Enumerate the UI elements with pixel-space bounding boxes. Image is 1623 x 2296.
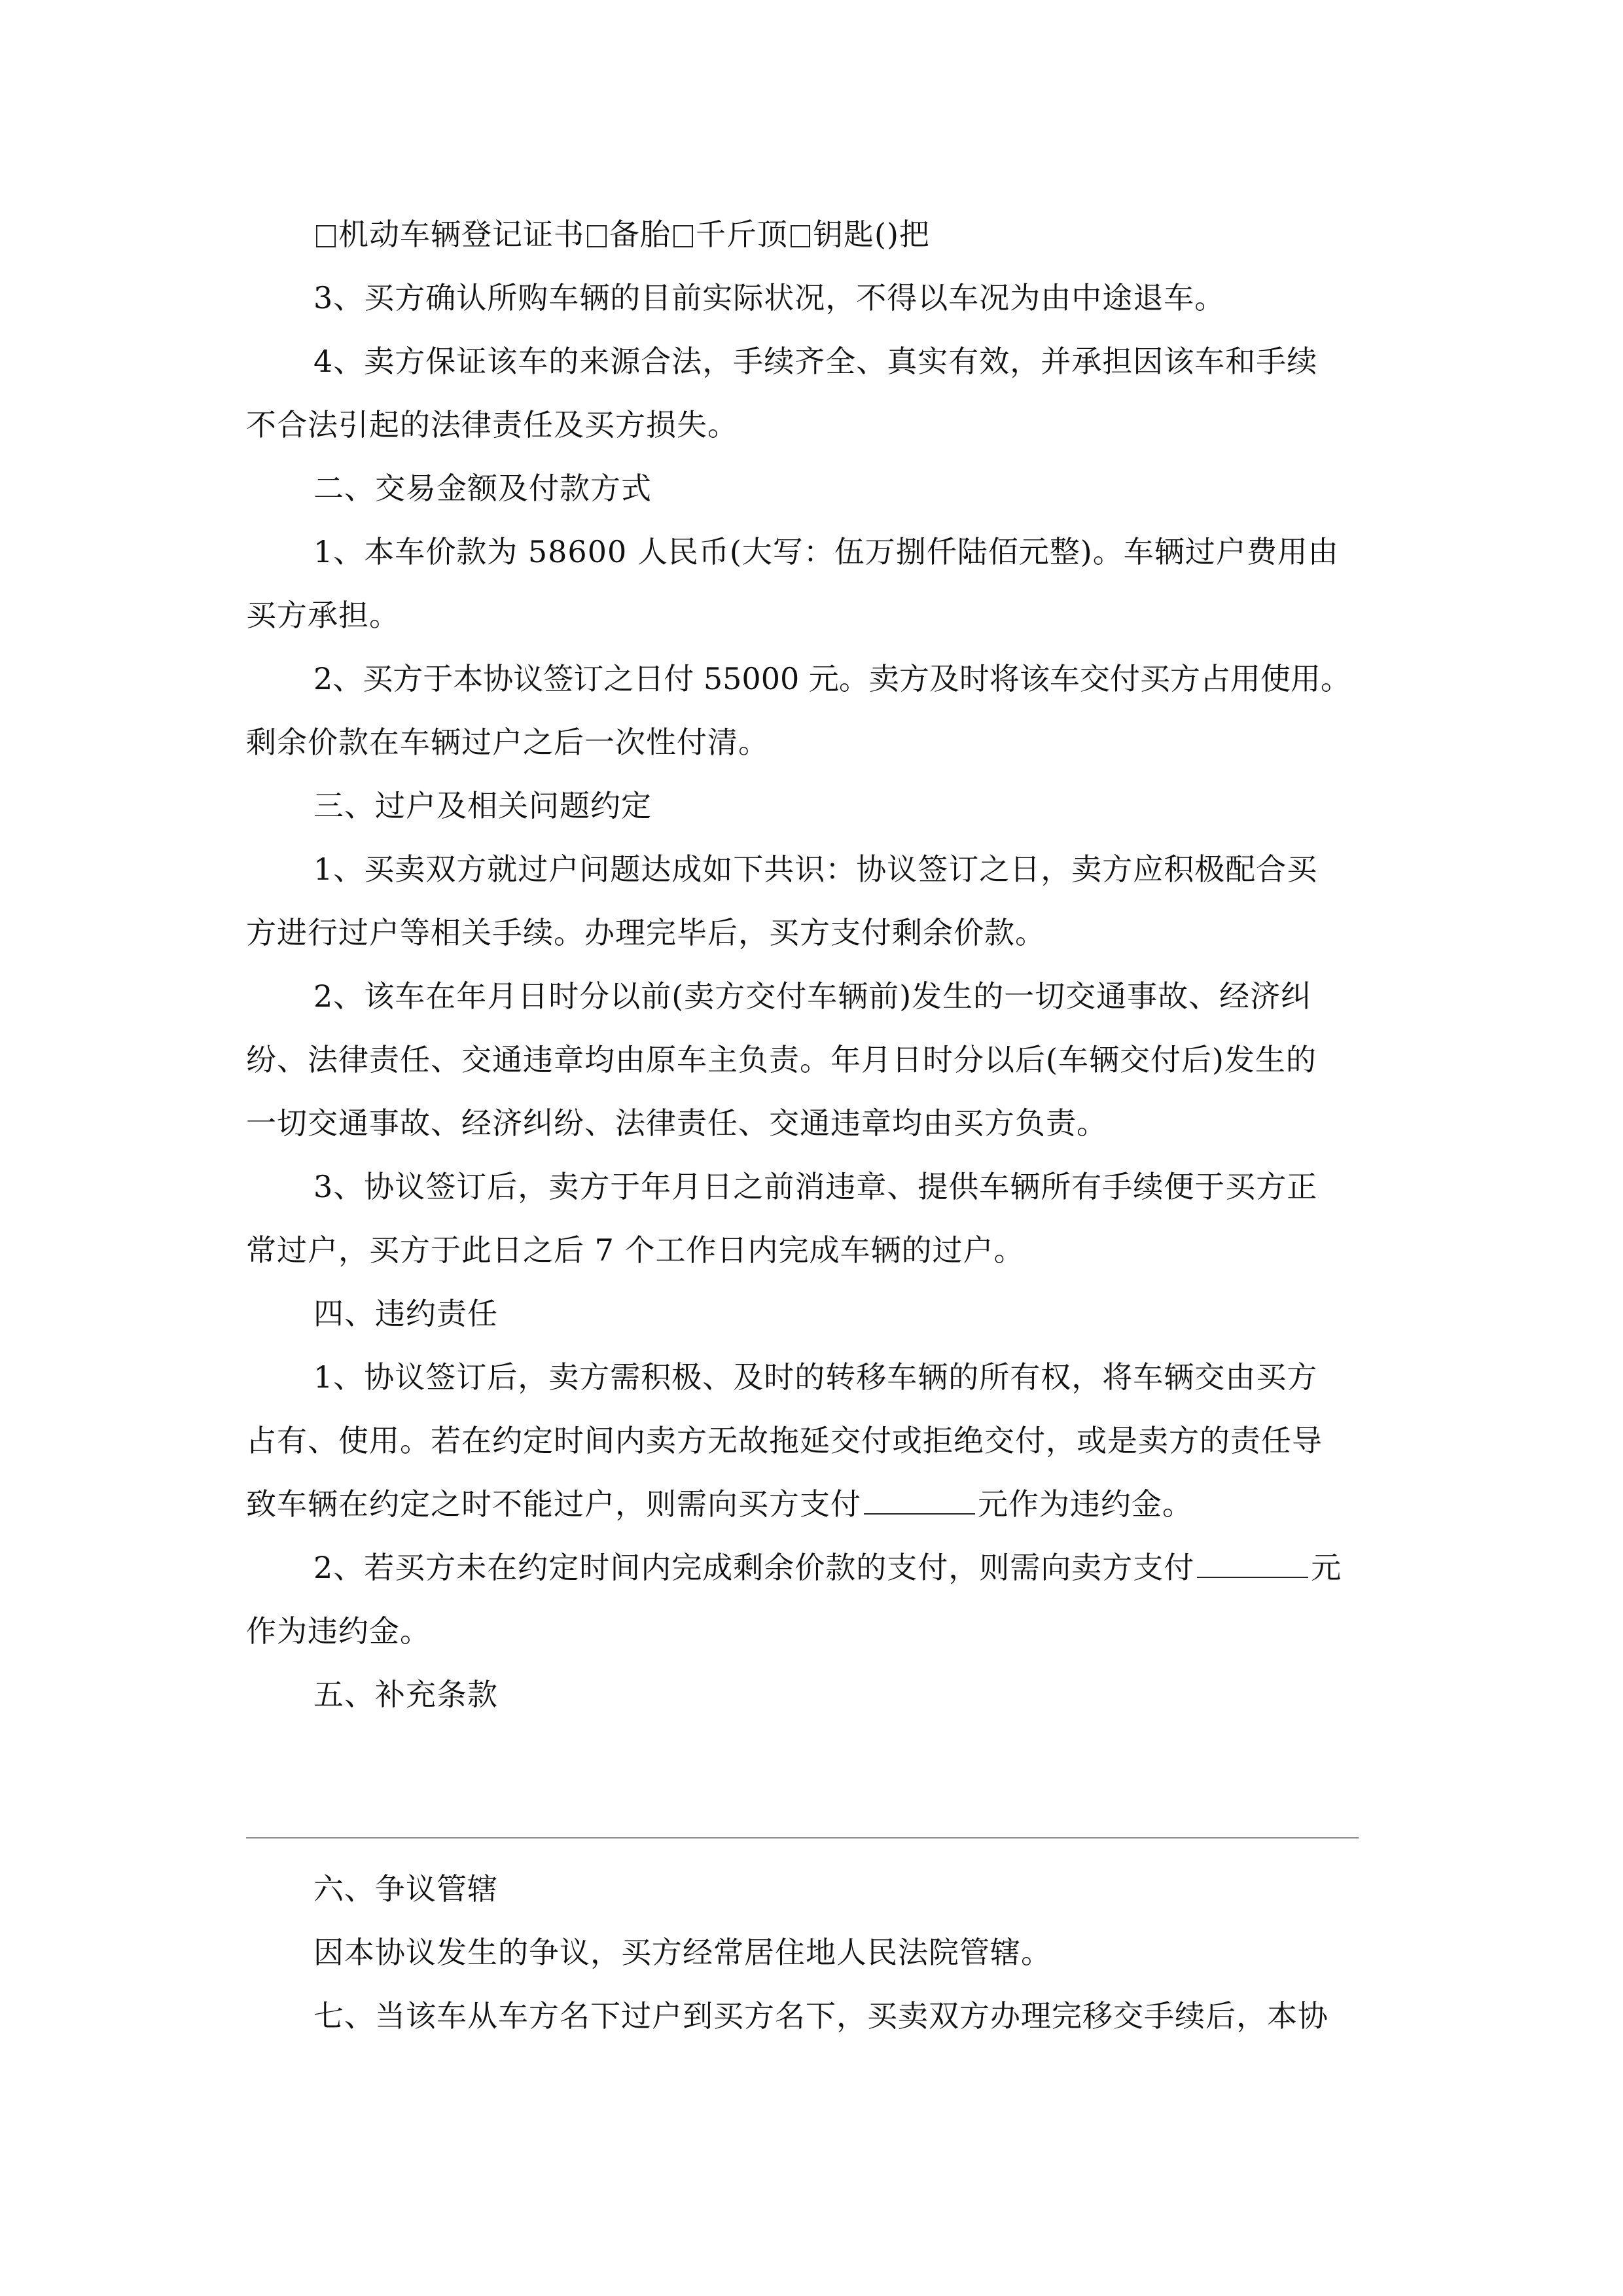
clause-4-2-text-a: 2、若买方未在约定时间内完成剩余价款的支付，则需向卖方支付 — [313, 1550, 1195, 1585]
section-4-heading: 四、违约责任 — [313, 1296, 498, 1331]
clause-4-1-text-b: 元作为违约金。 — [978, 1486, 1193, 1522]
clause-3-1-line2: 方进行过户等相关手续。办理完毕后，买方支付剩余价款。 — [246, 915, 1046, 950]
clause-6-1: 因本协议发生的争议，买方经常居住地人民法院管辖。 — [313, 1935, 1052, 1970]
page-divider — [246, 1837, 1359, 1839]
clause-3-2-line1: 2、该车在年月日时分以前(卖方交付车辆前)发生的一切交通事故、经济纠 — [313, 978, 1312, 1014]
checkbox-spare-tire[interactable] — [587, 225, 607, 247]
clause-3-1-line1: 1、买卖双方就过户问题达成如下共识：协议签订之日，卖方应积极配合买 — [313, 852, 1318, 887]
checklist-item-keys: 钥匙()把 — [813, 217, 930, 252]
checkbox-registration[interactable] — [316, 225, 336, 247]
clause-2-1-line2: 买方承担。 — [246, 598, 400, 633]
clause-4-2-text-b: 元 — [1311, 1550, 1342, 1585]
clause-4-1-line1: 1、协议签订后，卖方需积极、及时的转移车辆的所有权，将车辆交由买方 — [313, 1359, 1318, 1395]
section-3-heading: 三、过户及相关问题约定 — [313, 788, 652, 823]
clause-4-1-line2: 占有、使用。若在约定时间内卖方无故拖延交付或拒绝交付，或是卖方的责任导 — [246, 1423, 1323, 1458]
clause-3-3-line2: 常过户，买方于此日之后 7 个工作日内完成车辆的过户。 — [246, 1232, 1025, 1268]
checklist-line — [246, 203, 1378, 266]
clause-2-2-line2: 剩余价款在车辆过户之后一次性付清。 — [246, 725, 769, 760]
contract-body-continued — [246, 1857, 1378, 2048]
section-2-heading: 二、交易金额及付款方式 — [313, 471, 652, 506]
clause-3-2-line3: 一切交通事故、经济纠纷、法律责任、交通违章均由买方负责。 — [246, 1105, 1107, 1141]
section-5-heading: 五、补充条款 — [313, 1677, 498, 1712]
section-6-heading: 六、争议管辖 — [313, 1871, 498, 1907]
clause-2-1-line1: 1、本车价款为 58600 人民币(大写：伍万捌仟陆佰元整)。车辆过户费用由 — [313, 534, 1339, 569]
checkbox-jack[interactable] — [673, 225, 693, 247]
clause-4-2-line2: 作为违约金。 — [246, 1613, 431, 1649]
checklist-item-jack: 千斤顶 — [696, 217, 788, 252]
penalty-amount-blank-buyer[interactable] — [1197, 1551, 1308, 1578]
clause-1-4-line1: 4、卖方保证该车的来源合法，手续齐全、真实有效，并承担因该车和手续 — [313, 344, 1318, 379]
penalty-amount-blank-seller[interactable] — [864, 1487, 975, 1515]
checklist-item-spare-tire: 备胎 — [609, 217, 671, 252]
clause-4-1-text-a: 致车辆在约定之时不能过户，则需向买方支付 — [246, 1486, 861, 1522]
checklist-item-registration: 机动车辆登记证书 — [338, 217, 584, 252]
clause-4-1-line3 — [246, 1473, 1378, 1536]
clause-3-3-line1: 3、协议签订后，卖方于年月日之前消违章、提供车辆所有手续便于买方正 — [313, 1169, 1318, 1204]
section-7-line1: 七、当该车从车方名下过户到买方名下，买卖双方办理完移交手续后，本协 — [313, 1998, 1329, 2034]
clause-4-2-line1 — [246, 1536, 1378, 1600]
clause-1-3: 3、买方确认所购车辆的目前实际状况，不得以车况为由中途退车。 — [313, 280, 1226, 315]
clause-1-4-line2: 不合法引起的法律责任及买方损失。 — [246, 407, 738, 442]
clause-3-2-line2: 纷、法律责任、交通违章均由原车主负责。年月日时分以后(车辆交付后)发生的 — [246, 1042, 1317, 1077]
checkbox-keys[interactable] — [791, 225, 810, 247]
clause-2-2-line1: 2、买方于本协议签订之日付 55000 元。卖方及时将该车交付买方占用使用。 — [313, 661, 1351, 696]
contract-body — [246, 203, 1378, 1727]
